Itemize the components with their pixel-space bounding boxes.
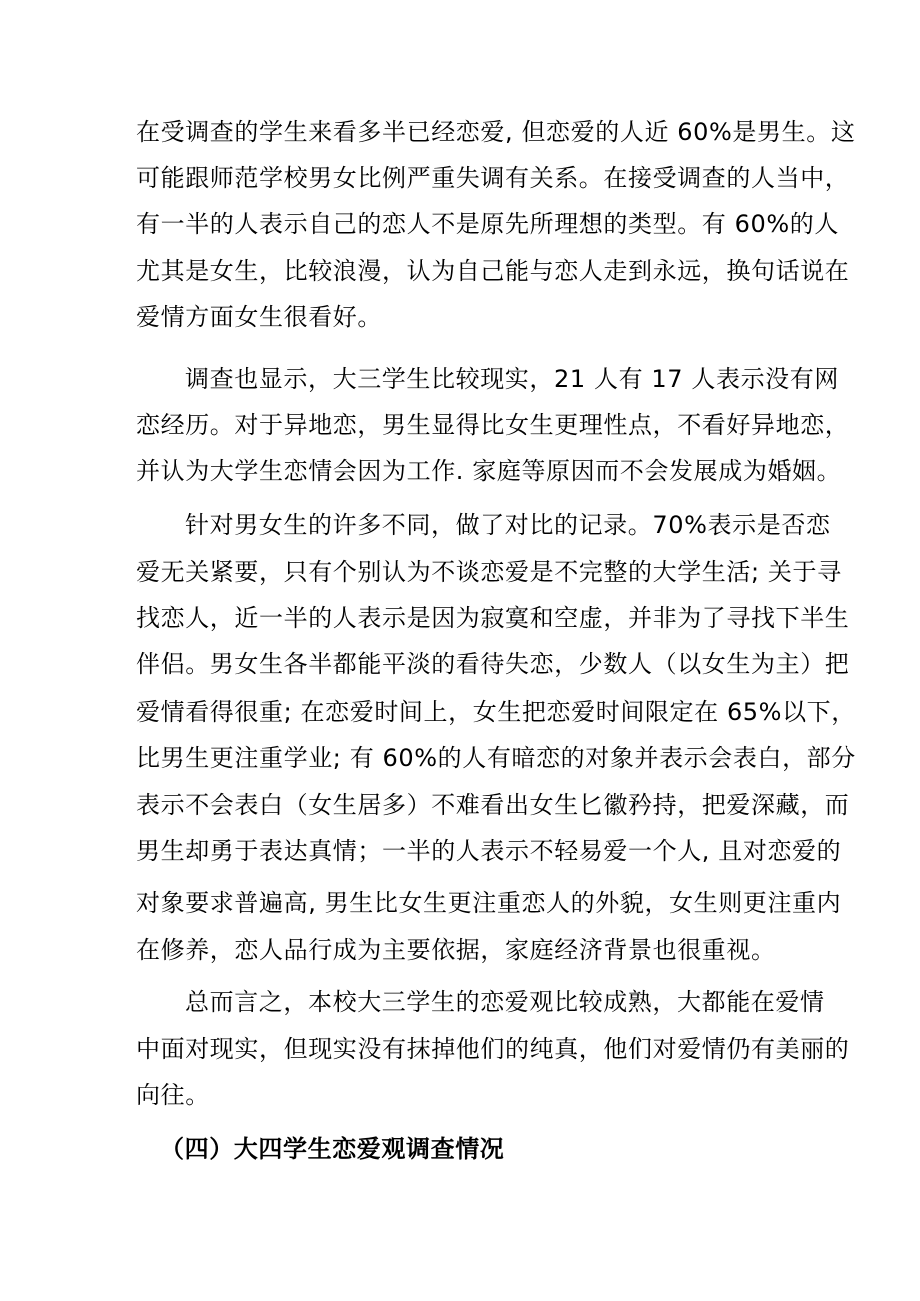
paragraph-4-line-2: 中面对现实，但现实没有抹掉他们的纯真，他们对爱情仍有美丽的 <box>136 1035 850 1063</box>
paragraph-2-line-2: 恋经历。对于异地恋，男生显得比女生更理性点，不看好异地恋， <box>136 411 850 439</box>
paragraph-1-line-5: 爱情方面女生很看好。 <box>136 303 382 331</box>
paragraph-3-line-4: 伴侣。男女生各半都能平淡的看待失恋，少数人（以女生为主）把 <box>136 650 850 678</box>
paragraph-3-line-3: 找恋人，近一半的人表示是因为寂寞和空虚，并非为了寻找下半生 <box>136 604 850 632</box>
paragraph-4-line-3: 向往。 <box>136 1081 210 1109</box>
paragraph-3-line-2: 爱无关紧要，只有个别认为不谈恋爱是不完整的大学生活; 关于寻 <box>136 558 842 586</box>
paragraph-2-line-3: 并认为大学生恋情会因为工作. 家庭等原因而不会发展成为婚姻。 <box>136 457 842 485</box>
paragraph-1-line-4: 尤其是女生，比较浪漫，认为自己能与恋人走到永远，换句话说在 <box>136 257 850 285</box>
paragraph-3-line-6: 比男生更注重学业; 有 60%的人有暗恋的对象并表示会表白，部分 <box>136 744 856 772</box>
paragraph-3-line-8: 男生却勇于表达真情；一半的人表示不轻易爱一个人, 且对恋爱的 <box>136 837 842 865</box>
paragraph-3-line-7: 表示不会表白（女生居多）不难看出女生匕徽矜持，把爱深藏，而 <box>136 791 850 819</box>
paragraph-1-line-2: 可能跟师范学校男女比例严重失调有关系。在接受调查的人当中， <box>136 164 850 192</box>
paragraph-1-line-1: 在受调查的学生来看多半已经恋爱, 但恋爱的人近 60%是男生。这 <box>136 118 856 146</box>
paragraph-4-line-1: 总而言之，本校大三学生的恋爱观比较成熟，大都能在爱情 <box>185 988 825 1016</box>
paragraph-3-line-9: 对象要求普遍高, 男生比女生更注重恋人的外貌，女生则更注重内 <box>136 889 842 917</box>
paragraph-3-line-1: 针对男女生的许多不同，做了对比的记录。70%表示是否恋 <box>185 511 831 539</box>
paragraph-1-line-3: 有一半的人表示自己的恋人不是原先所理想的类型。有 60%的人 <box>136 210 839 238</box>
paragraph-3-line-5: 爱情看得很重; 在恋爱时间上，女生把恋爱时间限定在 65%以下， <box>136 698 856 726</box>
section-heading: （四）大四学生恋爱观调查情况 <box>160 1135 505 1163</box>
paragraph-3-line-10: 在修养，恋人品行成为主要依据，家庭经济背景也很重视。 <box>136 936 776 964</box>
paragraph-2-line-1: 调查也显示，大三学生比较现实，21 人有 17 人表示没有网 <box>185 365 839 393</box>
